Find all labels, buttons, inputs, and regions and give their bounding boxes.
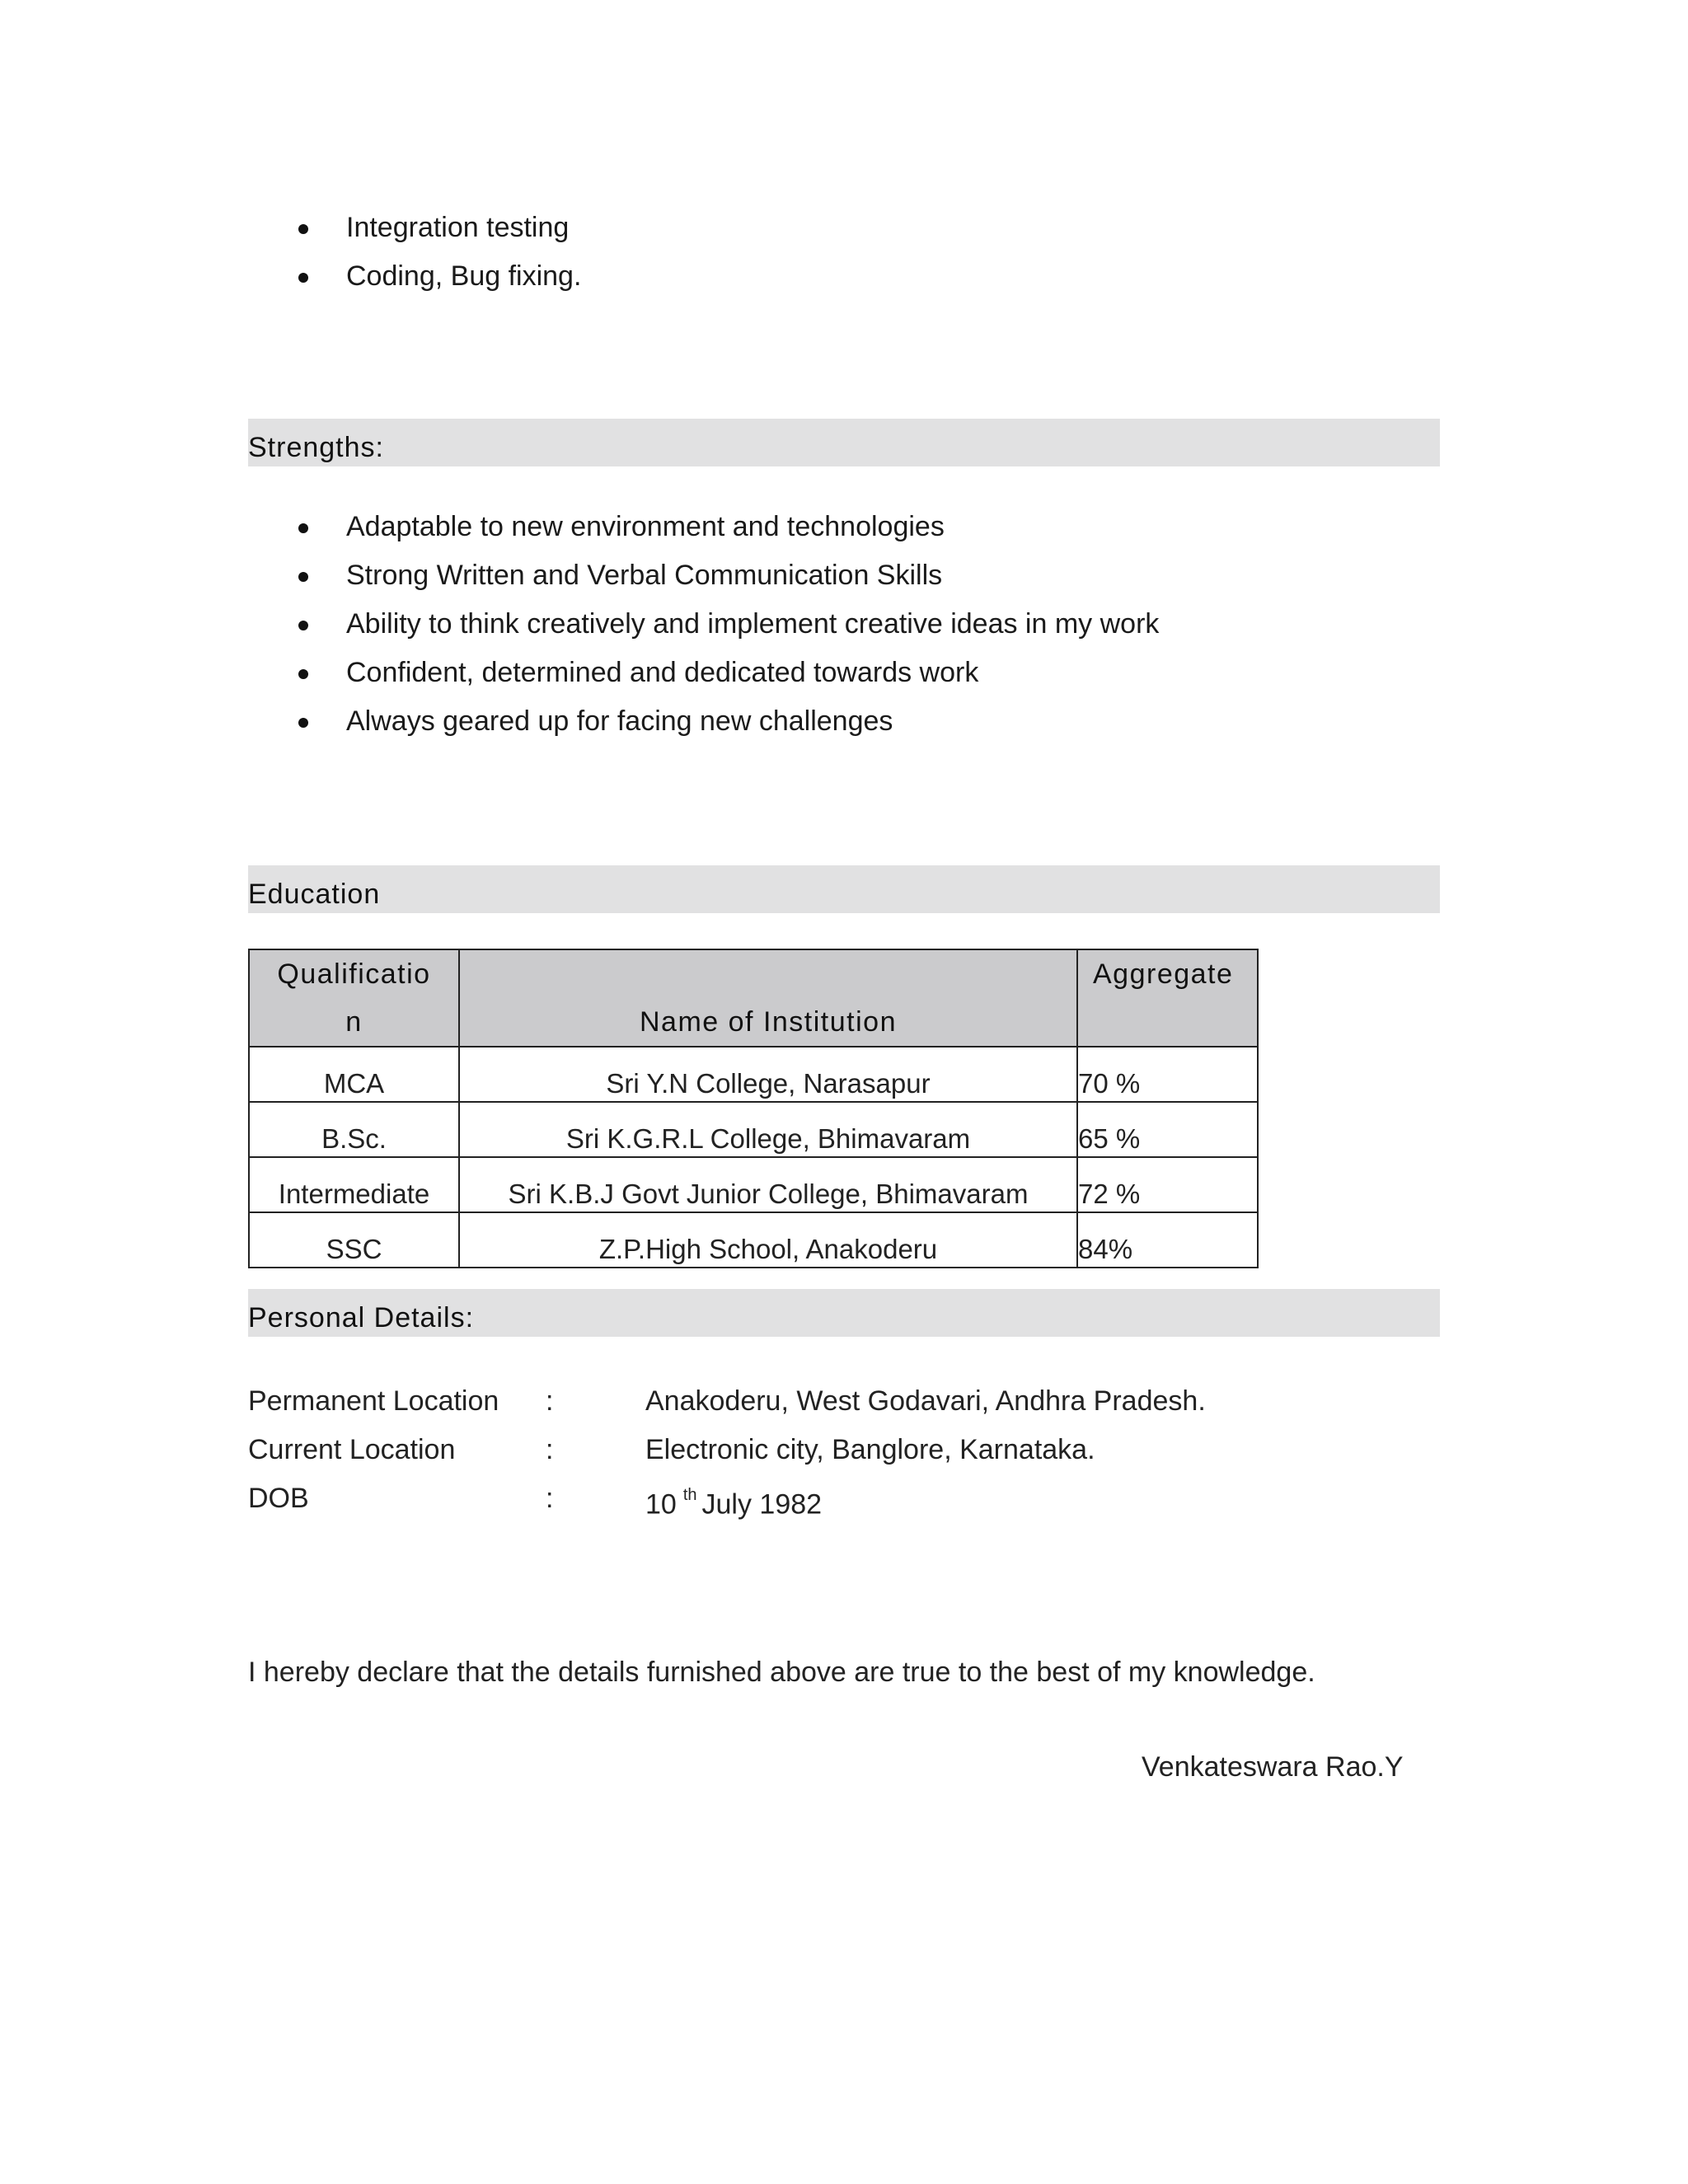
list-item — [292, 503, 1159, 551]
bullet-icon — [298, 273, 308, 283]
dob-suffix: th — [682, 1486, 697, 1504]
table-row — [249, 1212, 1258, 1268]
responsibilities-list — [292, 204, 581, 301]
list-item-text: Integration testing — [346, 212, 570, 243]
header-qualification — [249, 949, 459, 1047]
detail-separator: : — [546, 1434, 554, 1465]
list-item — [292, 649, 1159, 697]
header-aggregate: Aggregate — [1077, 949, 1258, 1047]
table-row — [249, 1102, 1258, 1157]
header-qualification-line1: Qualificatio — [277, 958, 431, 990]
education-title: Education — [248, 879, 381, 910]
detail-value: Electronic city, Banglore, Karnataka. — [645, 1434, 1095, 1465]
list-item — [292, 697, 1159, 746]
signature-name: Venkateswara Rao.Y — [1142, 1751, 1404, 1783]
list-item-text: Confident, determined and dedicated towards work — [346, 657, 979, 688]
declaration-text: I hereby declare that the details furnished above are true to the best of my knowledge. — [248, 1657, 1315, 1688]
cell-institution: Sri Y.N College, Narasapur — [459, 1047, 1077, 1102]
detail-value: Anakoderu, West Godavari, Andhra Pradesh. — [645, 1385, 1206, 1417]
bullet-icon — [298, 572, 308, 582]
strengths-header-bar — [248, 419, 1440, 466]
list-item — [292, 204, 581, 252]
cell-qualification: Intermediate — [249, 1157, 459, 1212]
dob-day: 10 — [645, 1488, 677, 1521]
list-item-text: Coding, Bug fixing. — [346, 260, 582, 292]
bullet-icon — [298, 523, 308, 533]
table-row — [249, 1047, 1258, 1102]
table-row — [249, 1157, 1258, 1212]
list-item-text: Always geared up for facing new challenges — [346, 705, 893, 737]
list-item — [292, 600, 1159, 649]
cell-institution: Sri K.B.J Govt Junior College, Bhimavaram — [459, 1157, 1077, 1212]
list-item-text: Ability to think creatively and implement creative ideas in my work — [346, 608, 1160, 640]
cell-aggregate: 65 % — [1077, 1102, 1258, 1157]
detail-label: DOB — [248, 1483, 309, 1514]
detail-label: Permanent Location — [248, 1385, 499, 1417]
cell-aggregate: 84% — [1077, 1212, 1258, 1268]
bullet-icon — [298, 718, 308, 728]
cell-institution: Z.P.High School, Anakoderu — [459, 1212, 1077, 1268]
list-item — [292, 551, 1159, 600]
dob-rest: July 1982 — [701, 1488, 823, 1521]
cell-institution: Sri K.G.R.L College, Bhimavaram — [459, 1102, 1077, 1157]
cell-qualification: MCA — [249, 1047, 459, 1102]
list-item-text: Adaptable to new environment and technologies — [346, 511, 945, 542]
list-item-text: Strong Written and Verbal Communication Skills — [346, 560, 943, 591]
education-header-bar — [248, 865, 1440, 913]
detail-separator: : — [546, 1385, 554, 1417]
strengths-list — [292, 503, 1159, 746]
table-header-row — [249, 949, 1258, 1047]
personal-details-title: Personal Details: — [248, 1302, 475, 1333]
cell-aggregate: 72 % — [1077, 1157, 1258, 1212]
bullet-icon — [298, 621, 308, 630]
detail-label: Current Location — [248, 1434, 456, 1465]
cell-qualification: B.Sc. — [249, 1102, 459, 1157]
cell-aggregate: 70 % — [1077, 1047, 1258, 1102]
dob-value — [645, 1482, 822, 1521]
cell-qualification: SSC — [249, 1212, 459, 1268]
bullet-icon — [298, 224, 308, 234]
list-item — [292, 252, 581, 301]
detail-separator: : — [546, 1483, 554, 1514]
header-institution: Name of Institution — [459, 949, 1077, 1047]
strengths-title: Strengths: — [248, 432, 384, 463]
header-qualification-line2: n — [345, 1006, 363, 1038]
bullet-icon — [298, 669, 308, 679]
education-table — [248, 949, 1259, 1268]
